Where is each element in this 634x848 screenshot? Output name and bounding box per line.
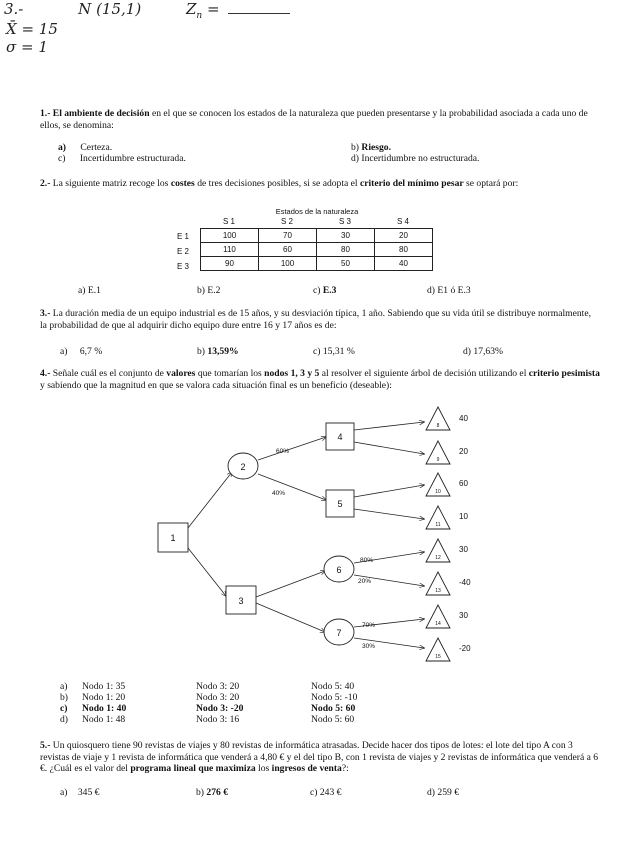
q5-text-3: ?:: [341, 763, 349, 774]
terminal-11-label: 11: [435, 522, 441, 528]
payoff-8: 40: [459, 414, 468, 423]
q2-option-b-key: b): [197, 285, 205, 296]
q1-option-a-text: Certeza.: [80, 142, 113, 153]
q3-option-b-text: 13,59%: [207, 346, 239, 357]
q1-option-d-text: Incertidumbre no estructurada.: [361, 153, 480, 164]
q2-text-2: de tres decisiones posibles, si se adopta el: [194, 178, 360, 189]
matrix-cell: 30: [317, 229, 375, 243]
q1-option-b-text: Riesgo.: [361, 142, 391, 153]
q2-option-d-text: E1 ó E.3: [437, 285, 471, 296]
q4-bold-3: criterio pesimista: [528, 368, 600, 379]
hw-distribution: N (15,1): [78, 0, 142, 18]
edge-5-10: [354, 485, 424, 497]
q5-bold-1: programa lineal que maximiza: [130, 763, 256, 774]
q5-option-a-key: a): [60, 787, 68, 798]
prob-7-14: 70%: [362, 622, 376, 629]
q4-option-a-node3[interactable]: Nodo 3: 20: [196, 681, 240, 692]
q5-option-b-key: b): [196, 787, 204, 798]
matrix-cell: 100: [259, 257, 317, 271]
prob-6-13: 20%: [358, 578, 372, 585]
q5-bold-2: ingresos de venta: [271, 763, 342, 774]
terminal-9-label: 9: [436, 457, 440, 463]
q4-option-d-key[interactable]: d): [60, 714, 68, 725]
terminal-15-label: 15: [435, 654, 441, 660]
cost-matrix-caption: Estados de la naturaleza: [275, 207, 359, 216]
payoff-15: -20: [459, 644, 471, 653]
matrix-col-s3: S 3: [338, 217, 351, 226]
hw-z: Z: [185, 0, 197, 18]
q4-bold-2: nodos 1, 3 y 5: [264, 368, 320, 379]
edge-2-5: [258, 474, 326, 500]
q2-option-a-text: E.1: [87, 285, 101, 296]
q2-option-d-key: d): [427, 285, 435, 296]
hw-equals: =: [206, 0, 220, 18]
q4-option-c-node1[interactable]: Nodo 1: 40: [82, 703, 127, 714]
edge-4-8: [354, 422, 424, 430]
q4-text-3: al resolver el siguiente árbol de decisión utilizando el: [319, 368, 529, 379]
edge-3-7: [256, 603, 325, 632]
hw-z-subscript: n: [196, 11, 203, 21]
q4-options-node3: [196, 681, 243, 725]
prob-7-15: 30%: [362, 643, 376, 650]
q4-option-b-key[interactable]: b): [60, 692, 68, 703]
payoff-13: -40: [459, 578, 471, 587]
q2-option-c-text: E.3: [322, 285, 337, 296]
payoff-10: 60: [459, 479, 468, 488]
matrix-col-s2: S 2: [280, 217, 293, 226]
matrix-cell: 80: [317, 243, 375, 257]
prob-2-4: 60%: [276, 448, 290, 455]
matrix-cell: 70: [259, 229, 317, 243]
q4-option-c-key[interactable]: c): [60, 703, 68, 714]
q3-option-a-text: 6,7 %: [79, 346, 103, 357]
q4-option-b-node5[interactable]: Nodo 5: -10: [311, 692, 358, 703]
edge-1-3: [188, 548, 226, 596]
q5-option-d[interactable]: [427, 787, 459, 798]
question-5: [40, 740, 600, 775]
node-6-label: 6: [336, 565, 342, 575]
edge-2-4: [258, 437, 326, 460]
q1-bold-term: El ambiente de decisión: [52, 108, 150, 119]
q3-option-d-text: 17,63%: [473, 346, 503, 357]
matrix-cell: 90: [201, 257, 259, 271]
payoff-14: 30: [459, 611, 468, 620]
q5-text-2: los: [255, 763, 272, 774]
matrix-cell: 80: [375, 243, 433, 257]
node-4-label: 4: [337, 432, 343, 442]
terminal-10-label: 10: [435, 489, 441, 495]
q1-text: en el que se conocen los estados de la naturaleza que pueden presentarse y la probabilidad asociada a cada uno de ellos, se denomina:: [40, 108, 588, 131]
q2-option-a-key: a): [78, 285, 86, 296]
q2-text-3: se optará por:: [463, 178, 519, 189]
payoff-11: 10: [459, 512, 468, 521]
q1-option-c-text: Incertidumbre estructurada.: [79, 153, 186, 164]
matrix-row-e1: E 1: [177, 232, 190, 241]
payoff-9: 20: [459, 447, 468, 456]
matrix-cell: 20: [375, 229, 433, 243]
terminal-12-label: 12: [435, 555, 441, 561]
node-1-label: 1: [170, 533, 176, 543]
q4-number: 4.-: [40, 368, 51, 379]
q4-option-b-node1[interactable]: Nodo 1: 20: [82, 692, 126, 703]
q3-option-b-key: b): [197, 346, 205, 357]
matrix-col-s1: S 1: [222, 217, 235, 226]
q5-text-1: Un quiosquero tiene 90 revistas de viajes y 80 revistas de informática atrasadas. Decide hacer dos tipos de lotes: el lote del tipo A con 3 revistas de viaje y 1 revista de informática que venderá a 4,80 € y el del tipo B, con 1 revista de viajes y 2 revistas de informática que venderá a 6 €. ¿Cuál es el valor del: [40, 740, 599, 774]
matrix-cell: 60: [259, 243, 317, 257]
payoff-12: 30: [459, 545, 468, 554]
node-5-label: 5: [337, 499, 343, 509]
q4-option-a-node1[interactable]: Nodo 1: 35: [82, 681, 126, 692]
q5-number: 5.-: [40, 740, 51, 751]
q2-bold-1: costes: [170, 178, 195, 189]
q5-option-b-text: 276 €: [206, 787, 228, 798]
q4-options-node1: [82, 681, 126, 725]
terminal-14-label: 14: [435, 621, 441, 627]
q4-option-d-node5[interactable]: Nodo 5: 60: [311, 714, 355, 725]
q4-option-d-node3[interactable]: Nodo 3: 16: [196, 714, 240, 725]
q2-option-c-key: c): [313, 285, 321, 296]
q4-text-4: y sabiendo que la magnitud en que se valora cada situación final es un beneficio (deseable):: [40, 379, 392, 391]
q1-number: 1.-: [40, 108, 51, 119]
q1-option-b-key: b): [351, 142, 359, 153]
q4-options-keys: [60, 681, 68, 725]
q4-option-c-node3[interactable]: Nodo 3: -20: [196, 703, 244, 714]
q5-option-c-key: c): [310, 787, 318, 798]
q4-option-b-node3[interactable]: Nodo 3: 20: [196, 692, 240, 703]
hw-question-number: 3.-: [4, 0, 24, 18]
q2-number: 2.-: [40, 178, 51, 189]
q4-text-2: que tomarían los: [195, 368, 265, 379]
edge-3-6: [256, 571, 325, 597]
q4-option-d-node1[interactable]: Nodo 1: 48: [82, 714, 126, 725]
node-2-label: 2: [240, 462, 246, 472]
q1-option-d-key: d): [351, 153, 359, 164]
q4-options-node5: [311, 681, 357, 725]
q3-text: La duración media de un equipo industrial es de 15 años, y su desviación típica, 1 año. Sabiendo que su vida útil se distribuye normalmente, la probabilidad de que al adquirir dicho equipo dure entre 16 y 17 años es de:: [40, 308, 591, 331]
matrix-row-e3: E 3: [177, 262, 190, 271]
q3-option-d-key: d): [463, 346, 471, 357]
q5-option-d-key: d): [427, 787, 435, 798]
handwritten-mean: X̄ = 15: [6, 20, 58, 38]
matrix-col-s4: S 4: [396, 217, 409, 226]
q4-text-1: Señale cuál es el conjunto de: [50, 368, 167, 379]
q1-option-a-key: a): [58, 142, 66, 153]
prob-2-5: 40%: [272, 490, 286, 497]
q4-option-c-node5[interactable]: Nodo 5: 60: [311, 703, 356, 714]
matrix-cell: 110: [201, 243, 259, 257]
prob-6-12: 80%: [360, 557, 374, 564]
q4-bold-1: valores: [166, 368, 196, 379]
q4-option-a-key[interactable]: a): [60, 681, 68, 692]
node-7-label: 7: [336, 628, 342, 638]
q5-option-a-text: 345 €: [77, 787, 100, 798]
q3-option-c-key: c): [313, 346, 321, 357]
q1-option-c-key: c): [58, 153, 66, 164]
terminal-8-label: 8: [436, 423, 440, 429]
terminal-13-label: 13: [435, 588, 441, 594]
q3-option-c-text: 15,31 %: [322, 346, 355, 357]
q2-option-b-text: E.2: [207, 285, 221, 296]
q3-number: 3.-: [40, 308, 51, 319]
q5-option-a[interactable]: [60, 787, 99, 798]
q4-option-a-node5[interactable]: Nodo 5: 40: [311, 681, 355, 692]
q5-option-c[interactable]: [310, 787, 341, 798]
q5-option-c-text: 243 €: [319, 787, 342, 798]
matrix-cell: 100: [201, 229, 259, 243]
q3-option-a-key: a): [60, 346, 68, 357]
matrix-cell: 40: [375, 257, 433, 271]
q5-option-b[interactable]: [196, 787, 228, 798]
edge-1-2: [188, 472, 232, 528]
edge-5-11: [354, 509, 424, 519]
matrix-row-e2: E 2: [177, 247, 190, 256]
q5-option-d-text: 259 €: [437, 787, 459, 798]
handwritten-sigma: σ = 1: [6, 38, 48, 56]
edge-4-9: [354, 442, 424, 454]
node-3-label: 3: [238, 596, 244, 606]
matrix-cell: 50: [317, 257, 375, 271]
q2-bold-2: criterio del mínimo pesar: [360, 178, 464, 189]
q2-text-1: La siguiente matriz recoge los: [50, 178, 171, 189]
